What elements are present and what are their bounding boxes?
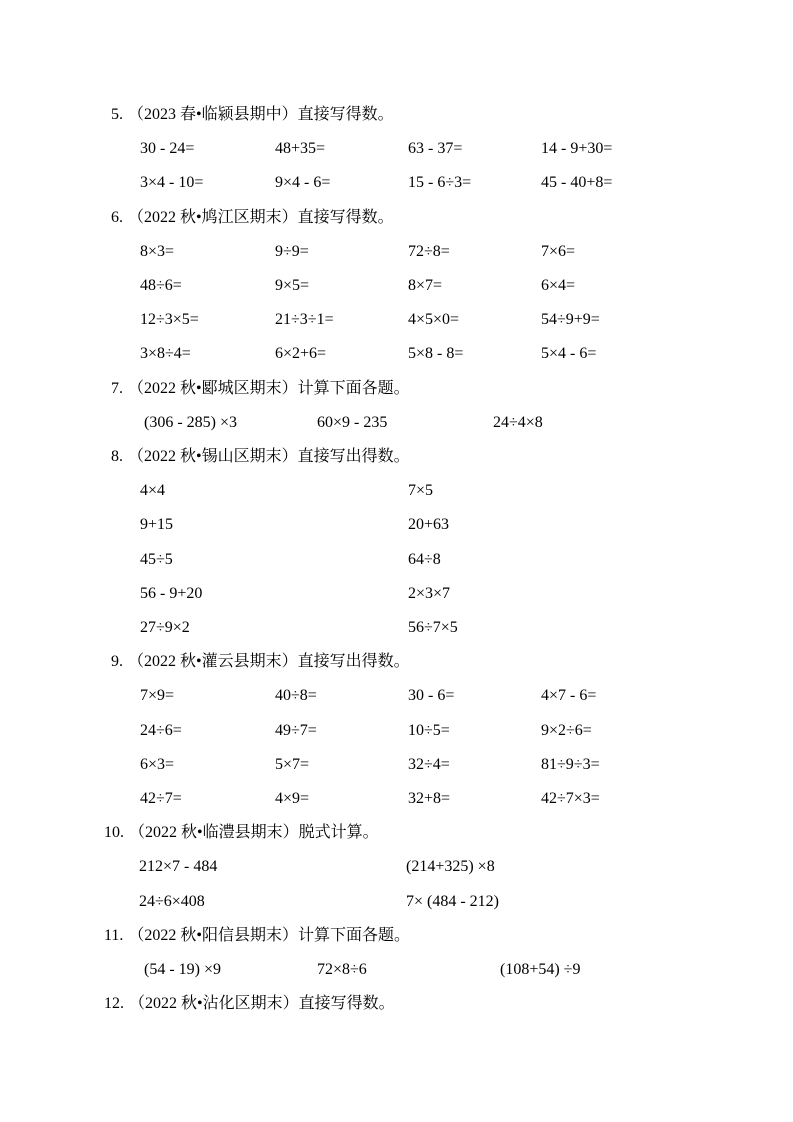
expression-cell: 64÷8 — [408, 551, 441, 568]
problem-9-header — [0, 652, 793, 674]
problem-7-header — [0, 379, 793, 401]
expression-cell: 9×4 - 6= — [275, 174, 331, 191]
expression-cell: 9×2÷6= — [541, 722, 592, 739]
problem-10-header — [0, 823, 793, 845]
expression-cell: (306 - 285) ×3 — [144, 414, 238, 431]
problem-9-row-4 — [0, 789, 793, 811]
problem-11-heading — [104, 926, 410, 946]
expression-cell: 63 - 37= — [408, 140, 463, 157]
problem-8-row-1 — [0, 481, 793, 503]
expression-cell: 81÷9÷3= — [541, 756, 600, 773]
problem-6-heading — [111, 208, 394, 228]
expression-cell: 20+63 — [408, 516, 450, 533]
problem-5-header — [0, 105, 793, 127]
expression-cell: 56 - 9+20 — [140, 585, 203, 602]
expression-cell: 4×5×0= — [408, 311, 460, 328]
problem-8-row-3 — [0, 550, 793, 572]
problem-11-number: 11. — [104, 927, 124, 944]
expression-cell: 2×3×7 — [408, 585, 451, 602]
problem-7-heading — [111, 379, 410, 399]
problem-9-number: 9. — [111, 653, 123, 670]
problem-6-header — [0, 208, 793, 230]
expression-cell: 21÷3÷1= — [275, 311, 334, 328]
expression-cell: (108+54) ÷9 — [500, 961, 581, 978]
expression-cell: 60×9 - 235 — [317, 414, 388, 431]
problem-10-row-1 — [0, 857, 793, 879]
problem-6-title: （2022 秋•鸠江区期末）直接写得数。 — [128, 209, 394, 226]
problem-9-row-3 — [0, 755, 793, 777]
expression-cell: 7× (484 - 212) — [406, 893, 500, 910]
expression-cell: 12÷3×5= — [140, 311, 199, 328]
problem-6-row-2 — [0, 276, 793, 298]
expression-cell: 45 - 40+8= — [541, 174, 613, 191]
problem-8-row-5 — [0, 618, 793, 640]
problem-5-heading — [111, 105, 394, 125]
problem-8-heading — [111, 447, 410, 467]
problem-8-header — [0, 447, 793, 469]
expression-cell: 4×9= — [275, 790, 310, 807]
problem-11-header — [0, 926, 793, 948]
expression-cell: 9×5= — [275, 277, 310, 294]
problem-9-row-1 — [0, 686, 793, 708]
problem-7-number: 7. — [111, 380, 123, 397]
expression-cell: 9÷9= — [275, 243, 309, 260]
expression-cell: 32+8= — [408, 790, 451, 807]
expression-cell: 30 - 6= — [408, 687, 455, 704]
problem-7-row-1 — [0, 413, 793, 435]
expression-cell: 54÷9+9= — [541, 311, 600, 328]
problem-11-row-1 — [0, 960, 793, 982]
expression-cell: 48÷6= — [140, 277, 182, 294]
expression-cell: 24÷6×408 — [139, 893, 205, 910]
expression-cell: 40÷8= — [275, 687, 317, 704]
problem-12-heading — [104, 994, 395, 1014]
problem-6-row-4 — [0, 344, 793, 366]
problem-6-row-1 — [0, 242, 793, 264]
problem-10-row-2 — [0, 892, 793, 914]
expression-cell: 27÷9×2 — [140, 619, 190, 636]
problem-11-title: （2022 秋•阳信县期末）计算下面各题。 — [128, 927, 411, 944]
expression-cell: 4×7 - 6= — [541, 687, 597, 704]
expression-cell: 8×3= — [140, 243, 175, 260]
problem-7-title: （2022 秋•郾城区期末）计算下面各题。 — [128, 380, 410, 397]
expression-cell: 45÷5 — [140, 551, 173, 568]
expression-cell: 5×7= — [275, 756, 310, 773]
expression-cell: 5×8 - 8= — [408, 345, 464, 362]
problem-8-row-4 — [0, 584, 793, 606]
expression-cell: 72×8÷6 — [317, 961, 367, 978]
problem-6-row-3 — [0, 310, 793, 332]
expression-cell: 42÷7×3= — [541, 790, 600, 807]
expression-cell: (214+325) ×8 — [406, 858, 495, 875]
expression-cell: 4×4 — [140, 482, 166, 499]
problem-12-number: 12. — [104, 995, 124, 1012]
expression-cell: 10÷5= — [408, 722, 450, 739]
expression-cell: 6×3= — [140, 756, 175, 773]
expression-cell: 3×4 - 10= — [140, 174, 204, 191]
problem-12-title: （2022 秋•沾化区期末）直接写得数。 — [129, 995, 395, 1012]
expression-cell: (54 - 19) ×9 — [144, 961, 222, 978]
expression-cell: 32÷4= — [408, 756, 450, 773]
expression-cell: 30 - 24= — [140, 140, 195, 157]
problem-5-row-2 — [0, 173, 793, 195]
expression-cell: 6×2+6= — [275, 345, 327, 362]
expression-cell: 56÷7×5 — [408, 619, 458, 636]
expression-cell: 7×9= — [140, 687, 175, 704]
expression-cell: 49÷7= — [275, 722, 317, 739]
expression-cell: 5×4 - 6= — [541, 345, 597, 362]
problem-10-number: 10. — [104, 824, 124, 841]
expression-cell: 24÷4×8 — [493, 414, 543, 431]
problem-5-title: （2023 春•临颍县期中）直接写得数。 — [128, 106, 394, 123]
expression-cell: 3×8÷4= — [140, 345, 191, 362]
problem-8-title: （2022 秋•锡山区期末）直接写出得数。 — [128, 448, 410, 465]
problem-12-header — [0, 994, 793, 1016]
problem-5-number: 5. — [111, 106, 123, 123]
expression-cell: 14 - 9+30= — [541, 140, 613, 157]
expression-cell: 9+15 — [140, 516, 174, 533]
expression-cell: 7×6= — [541, 243, 576, 260]
problem-8-row-2 — [0, 515, 793, 537]
expression-cell: 6×4= — [541, 277, 576, 294]
problem-8-number: 8. — [111, 448, 123, 465]
problem-5-row-1 — [0, 139, 793, 161]
expression-cell: 24÷6= — [140, 722, 182, 739]
problem-6-number: 6. — [111, 209, 123, 226]
problem-10-heading — [104, 823, 379, 843]
problem-10-title: （2022 秋•临澧县期末）脱式计算。 — [129, 824, 379, 841]
problem-9-row-2 — [0, 721, 793, 743]
expression-cell: 7×5 — [408, 482, 434, 499]
expression-cell: 8×7= — [408, 277, 443, 294]
expression-cell: 212×7 - 484 — [139, 858, 218, 875]
problem-9-title: （2022 秋•灌云县期末）直接写出得数。 — [128, 653, 410, 670]
expression-cell: 42÷7= — [140, 790, 182, 807]
expression-cell: 48+35= — [275, 140, 326, 157]
expression-cell: 15 - 6÷3= — [408, 174, 472, 191]
expression-cell: 72÷8= — [408, 243, 450, 260]
problem-9-heading — [111, 652, 410, 672]
